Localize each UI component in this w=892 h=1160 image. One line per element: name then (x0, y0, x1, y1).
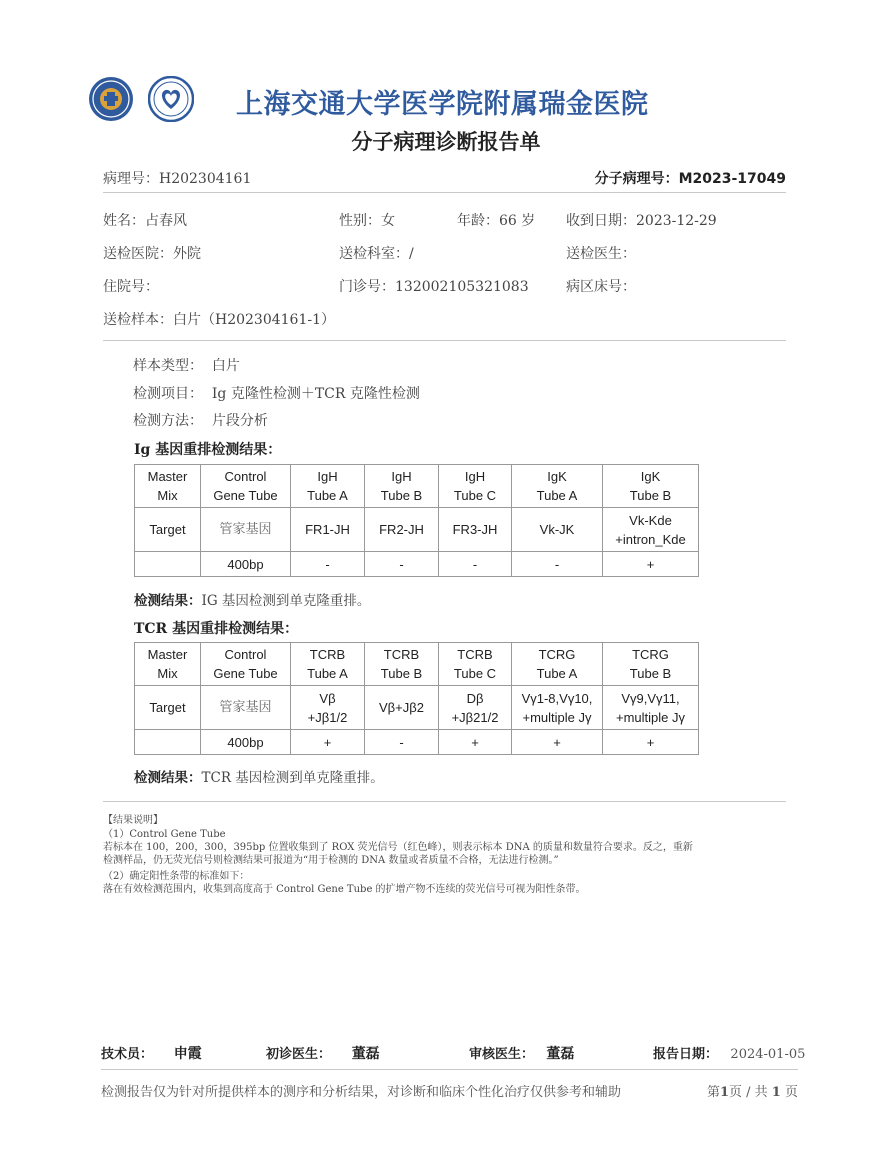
ig-header-cell: IgK Tube A (512, 465, 603, 508)
tcr-result-cell: + (603, 730, 699, 755)
ig-header-cell: IgK Tube B (603, 465, 699, 508)
ig-result-cell: + (603, 552, 699, 577)
submitting-department: 送检科室：/ (339, 246, 414, 262)
molecular-pathology-number (595, 168, 786, 188)
tcr-target-cell: Vβ +Jβ1/2 (291, 686, 365, 730)
molecular-number-value: M2023-17049 (678, 171, 786, 187)
ig-target-cell: Target (135, 508, 201, 552)
tcr-header-cell: TCRB Tube A (291, 643, 365, 686)
tcr-result-row (135, 730, 699, 755)
ig-result-cell (135, 552, 201, 577)
tcr-target-cell: Vγ1-8,Vγ10, +multiple Jγ (512, 686, 603, 730)
ig-header-cell: Control Gene Tube (201, 465, 291, 508)
tcr-conclusion: 检测结果：TCR 基因检测到单克隆重排。 (134, 770, 384, 786)
notes-divider (103, 801, 786, 802)
ig-target-row (135, 508, 699, 552)
ig-target-cell: FR2-JH (365, 508, 439, 552)
tcr-result-cell: + (291, 730, 365, 755)
sample-type: 样本类型： 白片 (133, 358, 240, 374)
report-title: 分子病理诊断报告单 (351, 130, 541, 154)
tcr-target-row (135, 686, 699, 730)
page-indicator: 第1页 / 共 1 页 (706, 1085, 798, 1100)
ig-results-table (134, 464, 699, 577)
footer-disclaimer: 检测报告仅为针对所提供样本的测序和分析结果，对诊断和临床个性化治疗仅供参考和辅助 (101, 1085, 622, 1100)
notes-line-3: 检测样品，仍无荧光信号则检测结果可报道为“用于检测的 DNA 数量或者质量不合格，无法进行检测。” (103, 855, 559, 866)
ig-result-cell: - (291, 552, 365, 577)
tcr-header-cell: Control Gene Tube (201, 643, 291, 686)
patient-name: 姓名：占春风 (103, 213, 187, 229)
tcr-header-cell: TCRG Tube B (603, 643, 699, 686)
tcr-target-cell: Vβ+Jβ2 (365, 686, 439, 730)
report-date: 报告日期： 2024-01-05 (653, 1047, 806, 1062)
tcr-results-table (134, 642, 699, 755)
pathology-number-label: 病理号： (103, 171, 159, 187)
ig-target-cell: 管家基因 (201, 508, 291, 552)
ward-bed-number: 病区床号： (566, 279, 636, 295)
submitted-sample: 送检样本：白片（H202304161-1） (103, 312, 336, 328)
notes-line-4: （2）确定阳性条带的标准如下： (103, 871, 250, 882)
university-emblem-logo (88, 76, 134, 122)
header-divider (103, 192, 786, 193)
ig-target-cell: Vk-JK (512, 508, 603, 552)
test-method: 检测方法： 片段分析 (133, 413, 268, 429)
ig-conclusion: 检测结果：IG 基因检测到单克隆重排。 (134, 593, 371, 609)
tcr-header-row (135, 643, 699, 686)
tcr-header-cell: TCRB Tube B (365, 643, 439, 686)
tcr-result-cell: + (512, 730, 603, 755)
tcr-header-cell: TCRG Tube A (512, 643, 603, 686)
tcr-result-cell: 400bp (201, 730, 291, 755)
tcr-result-cell: - (365, 730, 439, 755)
ig-target-cell: Vk-Kde +intron_Kde (603, 508, 699, 552)
tcr-target-cell: Dβ +Jβ21/2 (439, 686, 512, 730)
tcr-target-cell: Target (135, 686, 201, 730)
molecular-number-label: 分子病理号： (594, 171, 679, 187)
ig-result-cell: - (512, 552, 603, 577)
ig-result-row (135, 552, 699, 577)
footer-divider (101, 1069, 798, 1070)
initial-doctor: 初诊医生： 董磊 (266, 1046, 380, 1062)
hospital-emblem-logo (148, 76, 194, 122)
submitting-doctor: 送检医生： (566, 246, 636, 262)
notes-line-5: 落在有效检测范围内，收集到高度高于 Control Gene Tube 的扩增产物不连续的荧光信号可视为阳性条带。 (103, 884, 586, 895)
tcr-header-cell: TCRB Tube C (439, 643, 512, 686)
ig-result-cell: - (365, 552, 439, 577)
tcr-result-cell: + (439, 730, 512, 755)
ig-result-cell: - (439, 552, 512, 577)
ig-header-cell: IgH Tube B (365, 465, 439, 508)
outpatient-number: 门诊号：132002105321083 (339, 279, 529, 295)
ig-header-cell: Master Mix (135, 465, 201, 508)
tcr-target-cell: 管家基因 (201, 686, 291, 730)
tcr-target-cell: Vγ9,Vγ11, +multiple Jγ (603, 686, 699, 730)
patient-age: 年龄：66 岁 (457, 213, 536, 229)
ig-target-cell: FR1-JH (291, 508, 365, 552)
ig-header-row (135, 465, 699, 508)
ig-header-cell: IgH Tube C (439, 465, 512, 508)
tcr-header-cell: Master Mix (135, 643, 201, 686)
ig-header-cell: IgH Tube A (291, 465, 365, 508)
notes-line-1: （1）Control Gene Tube (103, 829, 226, 840)
pathology-number-value: H202304161 (159, 171, 252, 187)
tcr-section-title: TCR 基因重排检测结果： (134, 621, 299, 637)
patient-divider (103, 340, 786, 341)
ig-target-cell: FR3-JH (439, 508, 512, 552)
notes-heading: 【结果说明】 (103, 815, 163, 826)
reviewing-doctor: 审核医生： 董磊 (469, 1046, 575, 1062)
ig-result-cell: 400bp (201, 552, 291, 577)
hospital-name: 上海交通大学医学院附属瑞金医院 (236, 89, 649, 120)
tcr-result-cell (135, 730, 201, 755)
pathology-number (103, 168, 251, 188)
received-date: 收到日期：2023-12-29 (566, 213, 717, 229)
patient-sex: 性别：女 (339, 213, 395, 229)
inpatient-number: 住院号： (103, 279, 159, 295)
test-item: 检测项目： Ig 克隆性检测＋TCR 克隆性检测 (133, 386, 420, 402)
ig-section-title: Ig 基因重排检测结果： (134, 442, 282, 458)
technician: 技术员： 申霞 (101, 1046, 202, 1062)
submitting-hospital: 送检医院：外院 (103, 246, 201, 262)
notes-line-2: 若标本在 100，200，300，395bp 位置收集到了 ROX 荧光信号（红色峰），则表示标本 DNA 的质量和数量符合要求。反之，重新 (103, 842, 693, 853)
